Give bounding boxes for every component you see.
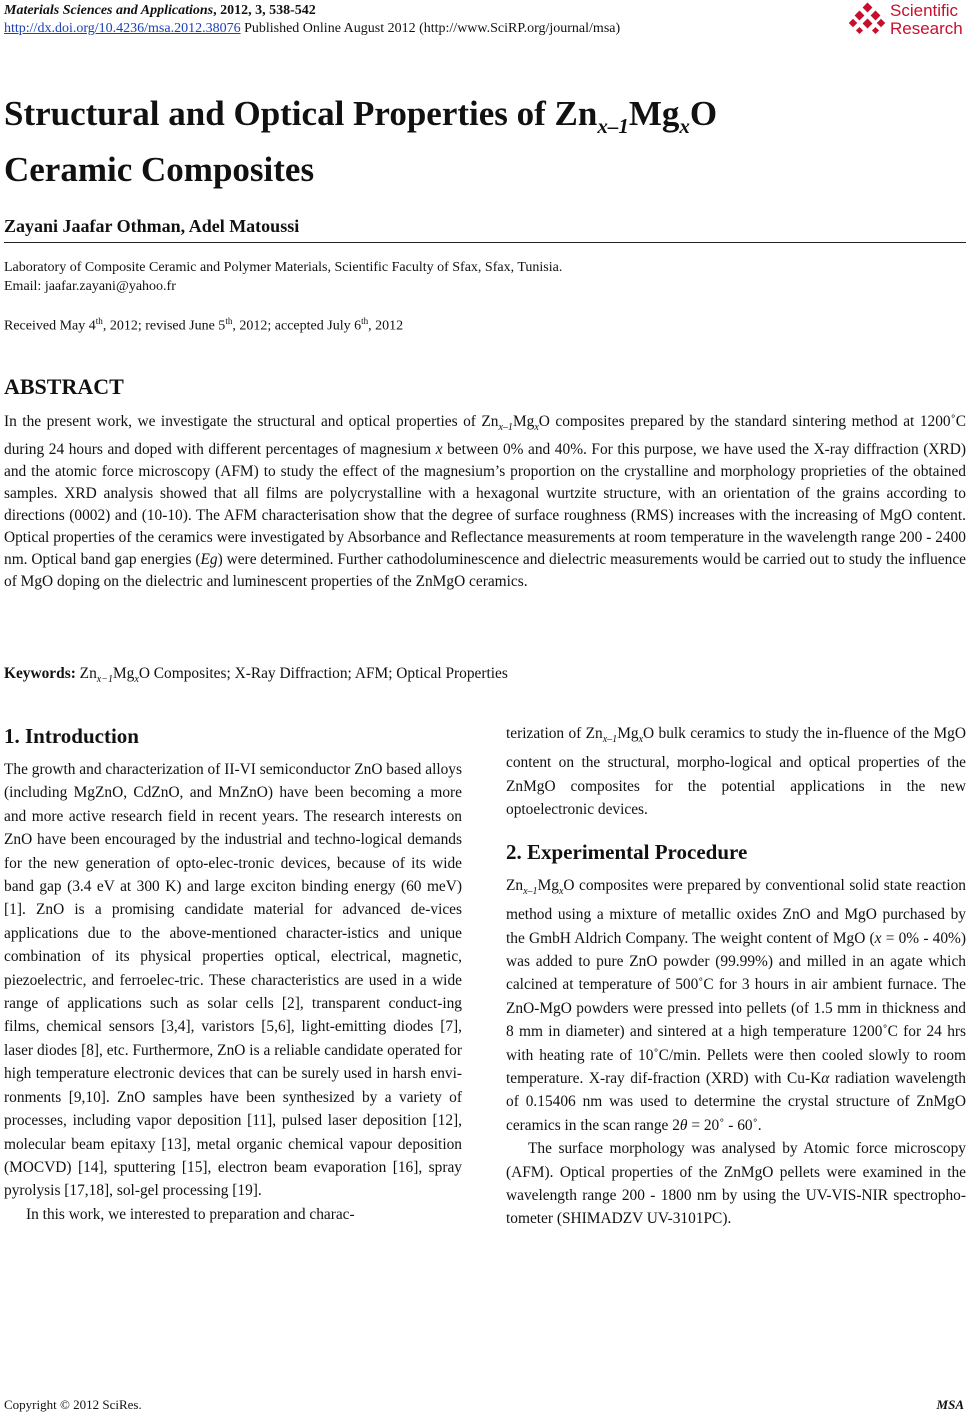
email: Email: jaafar.zayani@yahoo.fr bbox=[4, 279, 176, 294]
publication-line bbox=[4, 20, 620, 38]
journal-citation bbox=[4, 2, 316, 20]
affiliation: Laboratory of Composite Ceramic and Polymer Materials, Scientific Faculty of Sfax, Sfax, Tunisia. bbox=[4, 260, 563, 275]
section-heading-experimental: 2. Experimental Procedure bbox=[506, 839, 748, 864]
intro-paragraph-2-continued: terization of $Zn_{x-1}Mg_xO$ bulk ceramics to study the in-fluence of the MgO content on the structural, morpho-logical and optical properties of the ZnMgO composites for the potential applications in the new optoelectronic devices. bbox=[506, 725, 966, 819]
abstract-text: In the present work, we investigate the structural and optical properties of $Zn_{x-1}Mg_xO$ composites prepared by the standard sintering method at 1200˚C during 24 hours and doped with different percentages of magnesium x between 0% and 40%. For this purpose, we have used the X-ray diffraction (XRD) and the atomic force microscopy (AFM) to study the effect of the magnesium’s proportion on the crystalline and morphology proprieties of the obtained samples. XRD analysis showed that all films are polycrystalline with a hexagonal wurtzite structure, with an orientation of the grains according to directions (0002) and (10-10). The AFM characterisation show that the degree of surface roughness (RMS) increases with the increasing of MgO content. Optical properties of the ceramics were investigated by Absorbance and Reflectance measurements at room temperature in the wavelength range 200 - 2400 nm. Optical band gap energies (Eg) were determined. Further cathodoluminescence and dielectric measurements would be carried out to study the influence of MgO doping on the dielectric and luminescent properties of the ZnMgO ceramics. bbox=[4, 413, 966, 591]
keywords: Keywords: $Zn_{x-1}Mg_xO$ Composites; X-Ray Diffraction; AFM; Optical Properties bbox=[4, 665, 508, 686]
authors: Zayani Jaafar Othman, Adel Matoussi bbox=[4, 216, 300, 236]
scientific-research-logo-icon bbox=[848, 2, 888, 40]
affiliation-block bbox=[4, 258, 562, 296]
section-heading-introduction: 1. Introduction bbox=[4, 724, 139, 748]
title-line-1: Structural and Optical Properties of $Zn_{x-1}Mg_xO$ bbox=[4, 94, 718, 138]
abstract-heading: ABSTRACT bbox=[4, 374, 124, 399]
title-divider bbox=[4, 242, 966, 243]
doi-link[interactable]: http://dx.doi.org/10.4236/msa.2012.38076 bbox=[4, 21, 241, 36]
experimental-paragraph-2: The surface morphology was analysed by Atomic force microscopy (AFM). Optical properties of the ZnMgO pellets were examined in the wavelength range 200 - 1800 nm by using the UV-VIS-NIR spectropho-tometer (SHIMADZV UV-3101PC). bbox=[506, 1140, 966, 1228]
published-online: Published Online August 2012 (http://www.SciRP.org/journal/msa) bbox=[240, 21, 621, 36]
journal-name: Materials Sciences and Applications bbox=[4, 3, 214, 18]
copyright: Copyright © 2012 SciRes. bbox=[4, 1397, 142, 1412]
intro-paragraph-1: The growth and characterization of II-VI semiconductor ZnO based alloys (including MgZnO, CdZnO, and MnZnO) have been becoming a more and more active research field in recent years. The research interests on ZnO have been encouraged by the industrial and techno-logical demands for the new generation of opto-elec-tronic devices, because of its wide band gap (3.4 eV at 300 K) and large exciton binding energy (60 meV) [1]. ZnO is a promising candidate material for advanced de-vices applications due to the above-mentioned character-istics and unique combination of its physical properties optical, electrical, magnetic, piezoelectric, and ferroelec-tric. These characteristics are used in a wide range of applications such as solar cells [2], transparent conduct-ing films, chemical sensors [3,4], varistors [5,6], light-emitting diodes [7], laser diodes [8], etc. Furthermore, ZnO is a reliable candidate operated for high temperature electronic devices that can be surely used in harsh envi-ronments [9,10]. ZnO samples have been synthesized by a variety of processes, including vapor deposition [11], pulsed laser deposition [12], molecular beam epitaxy [13], metal organic chemical vapour deposition (MOCVD) [14], sputtering [15], electron beam evaporation [16], spray pyrolysis [17,18], sol-gel processing [19]. bbox=[4, 761, 462, 1200]
received-dates: Received May 4th, 2012; revised June 5th, 2012; accepted July 6th, 2012 bbox=[4, 316, 404, 334]
title-line-2: Ceramic Composites bbox=[4, 150, 315, 189]
experimental-paragraph-1: $Zn_{x-1}Mg_xO$ composites were prepared by conventional solid state reaction method using a mixture of metallic oxides ZnO and MgO purchased by the GmbH Aldrich Company. The weight content of MgO (x = 0% - 40%) was added to pure ZnO powder (99.99%) and milled in an agate which calcined at temperature of 500˚C for 3 hours in air ambient furnace. The ZnO-MgO powders were pressed into pellets (of 1.5 mm in thickness and 8 mm in diameter) and sintered at a high temperature 1200˚C for 24 hrs with heating rate of 10˚C/min. Pellets were then cooled slowly to room temperature. X-ray dif-fraction (XRD) with Cu-Kα radiation wavelength of 0.15406 nm was used to determine the crystal structure of ZnMgO ceramics in the scan range 2θ = 20˚ - 60˚. bbox=[506, 876, 966, 1134]
left-column bbox=[4, 722, 462, 1226]
logo-line-1: Scientific bbox=[890, 1, 959, 20]
journal-abbreviation: MSA bbox=[936, 1397, 964, 1412]
publisher-logo bbox=[848, 2, 966, 42]
right-column bbox=[506, 722, 966, 1231]
logo-text bbox=[890, 2, 963, 38]
logo-line-2: Research bbox=[890, 19, 963, 38]
paper-title bbox=[4, 92, 904, 192]
intro-paragraph-2-start: In this work, we interested to preparation and charac- bbox=[26, 1205, 355, 1223]
journal-volume: , 2012, 3, 538-542 bbox=[213, 3, 316, 18]
keywords-label: Keywords: bbox=[4, 665, 76, 682]
